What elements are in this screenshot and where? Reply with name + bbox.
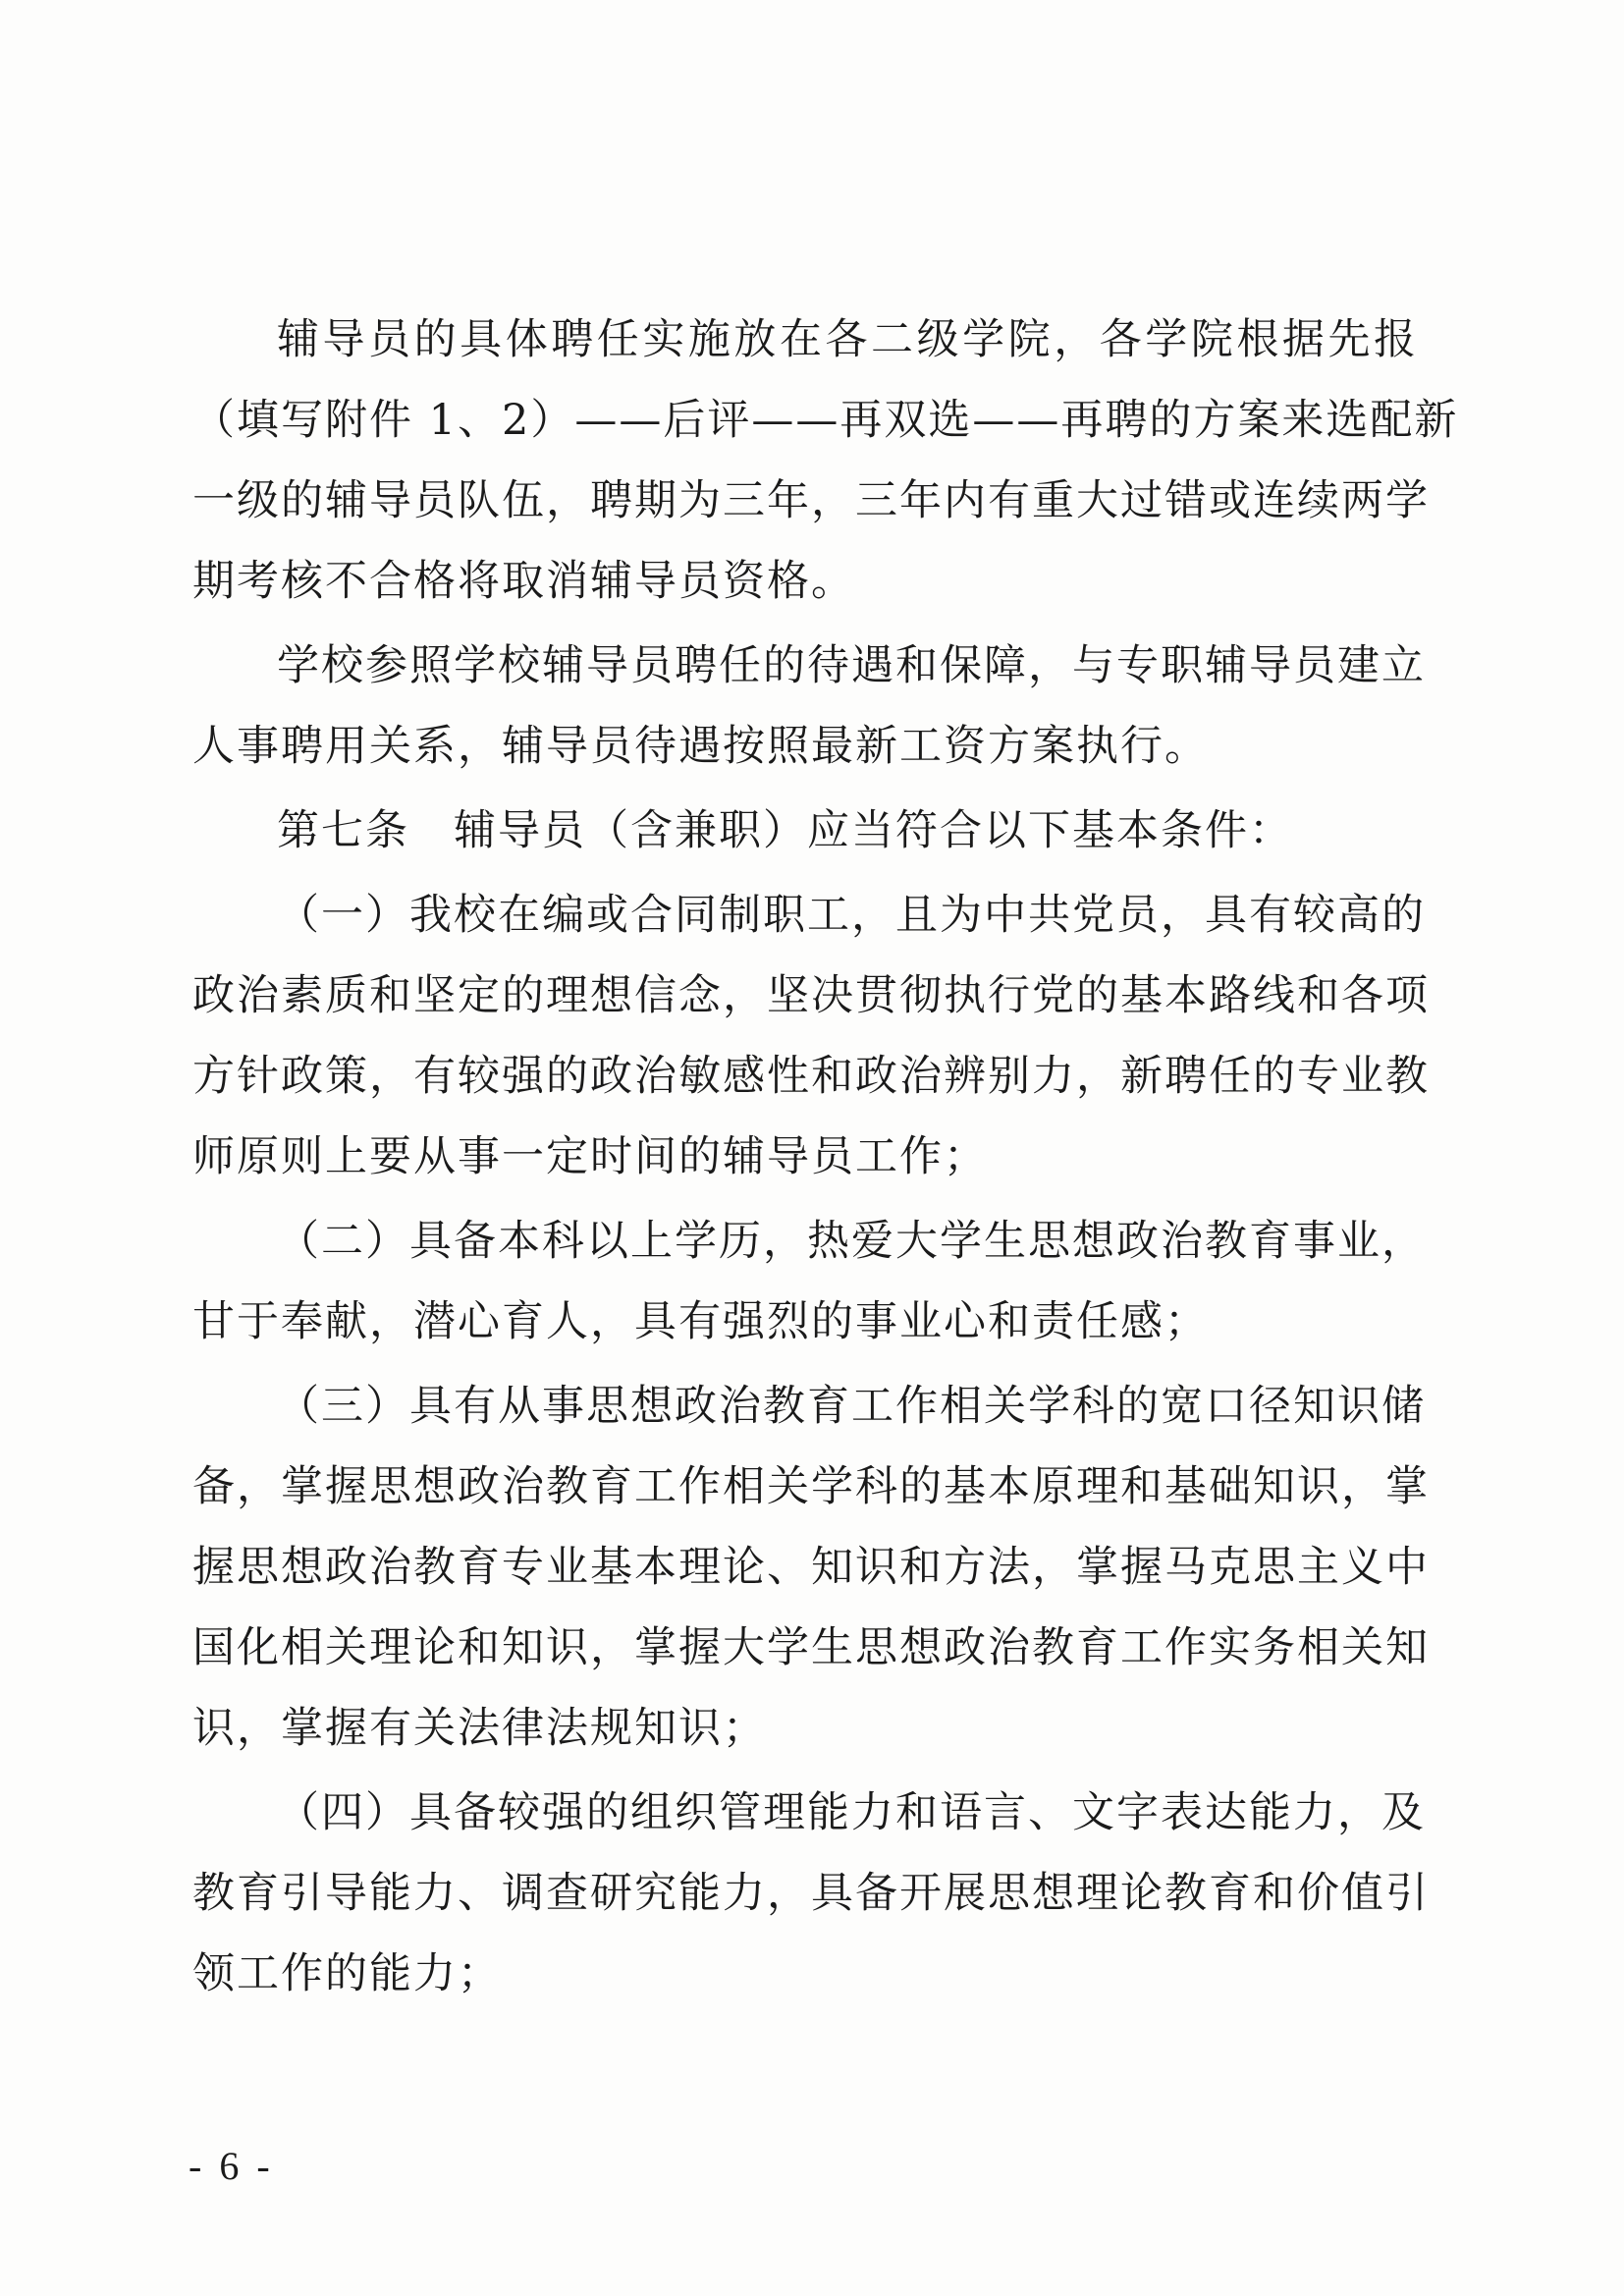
condition-3 — [192, 1366, 1430, 1769]
text-line: 甘于奉献，潜心育人，具有强烈的事业心和责任感； — [192, 1297, 1209, 1346]
paragraph-2 — [192, 626, 1426, 787]
paragraph-1 — [192, 300, 1459, 622]
document-body — [192, 300, 1459, 2018]
page-number: - 6 - — [189, 2144, 274, 2188]
condition-2 — [192, 1201, 1426, 1362]
text-line: （三）具有从事思想政治教育工作相关学科的宽口径知识储 — [277, 1382, 1426, 1431]
text-line: 握思想政治教育专业基本理论、知识和方法，掌握马克思主义中 — [192, 1543, 1430, 1592]
text-line: 辅导员的具体聘任实施放在各二级学院，各学院根据先报 — [277, 315, 1418, 364]
text-line: 第七条 辅导员（含兼职）应当符合以下基本条件： — [277, 806, 1293, 855]
text-line: 识，掌握有关法律法规知识； — [192, 1704, 767, 1753]
text-line: 人事聘用关系，辅导员待遇按照最新工资方案执行。 — [192, 722, 1209, 771]
text-line: 教育引导能力、调查研究能力，具备开展思想理论教育和价值引 — [192, 1869, 1430, 1918]
text-line: （填写附件 1、2）——后评——再双选——再聘的方案来选配新 — [192, 396, 1459, 445]
text-line: （四）具备较强的组织管理能力和语言、文字表达能力，及 — [277, 1788, 1426, 1837]
text-line: 学校参照学校辅导员聘任的待遇和保障，与专职辅导员建立 — [277, 641, 1426, 690]
text-line: （一）我校在编或合同制职工，且为中共党员，具有较高的 — [277, 891, 1426, 940]
text-line: 国化相关理论和知识，掌握大学生思想政治教育工作实务相关知 — [192, 1623, 1430, 1672]
text-line: 一级的辅导员队伍，聘期为三年，三年内有重大过错或连续两学 — [192, 476, 1430, 525]
text-line: （二）具备本科以上学历，热爱大学生思想政治教育事业， — [277, 1217, 1426, 1266]
text-line: 领工作的能力； — [192, 1949, 502, 1998]
text-line: 师原则上要从事一定时间的辅导员工作； — [192, 1132, 988, 1181]
text-line: 方针政策，有较强的政治敏感性和政治辨别力，新聘任的专业教 — [192, 1052, 1430, 1101]
condition-4 — [192, 1773, 1430, 2014]
article-7-heading — [192, 791, 1418, 871]
condition-1 — [192, 875, 1430, 1197]
text-line: 政治素质和坚定的理想信念，坚决贯彻执行党的基本路线和各项 — [192, 971, 1430, 1020]
text-line: 期考核不合格将取消辅导员资格。 — [192, 557, 855, 606]
text-line: 备，掌握思想政治教育工作相关学科的基本原理和基础知识，掌 — [192, 1462, 1430, 1511]
